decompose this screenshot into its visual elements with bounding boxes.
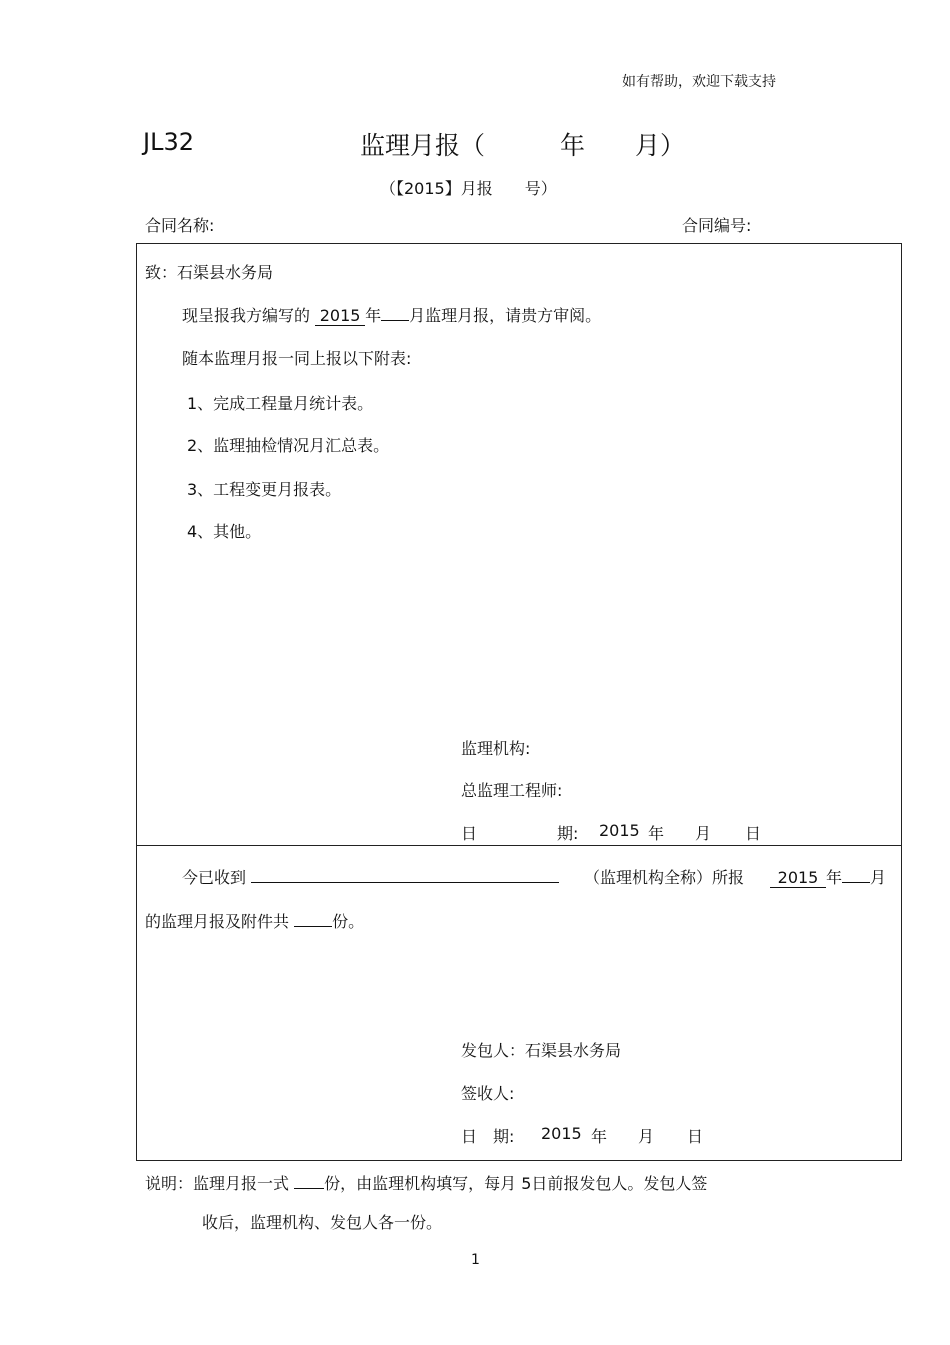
received-prefix: 今已收到: [182, 868, 247, 887]
supervision-org-label: 监理机构:: [461, 739, 531, 758]
received-org-blank: [251, 882, 559, 883]
note-day: 5: [521, 1174, 532, 1193]
recipient: 致：石渠县水务局: [145, 263, 274, 282]
chief-engineer-label: 总监理工程师:: [461, 781, 563, 800]
intro-year-unit: 年: [365, 306, 382, 325]
date-day-unit: 日: [745, 824, 762, 843]
intro-year: 2015: [315, 307, 365, 326]
receipt-date-month-unit: 月: [638, 1127, 655, 1146]
received-date: [770, 865, 886, 888]
list-item: 3、工程变更月报表。: [187, 480, 342, 499]
receipt-date-label: 日 期:: [461, 1127, 515, 1146]
issuer-label: 发包人：石渠县水务局: [461, 1041, 622, 1060]
page-number: 1: [471, 1252, 480, 1268]
note-prefix: 说明：监理月报一式: [145, 1174, 290, 1193]
received-month-blank: [842, 882, 870, 883]
signer-label: 签收人:: [461, 1084, 515, 1103]
copies-blank: [294, 926, 332, 927]
note-middle: 份，由监理机构填写，每月: [324, 1174, 517, 1193]
received-line: [182, 865, 559, 888]
receipt-section: [136, 845, 902, 1161]
receipt-date-day-unit: 日: [687, 1127, 704, 1146]
note-suffix: 日前报发包人。发包人签: [531, 1174, 708, 1193]
copies-unit: 份。: [332, 912, 365, 931]
list-item: 1、完成工程量月统计表。: [187, 394, 374, 413]
attachments-line: [145, 909, 364, 932]
footer-note-line1: [145, 1171, 707, 1194]
intro-suffix: 月监理月报，请贵方审阅。: [409, 306, 602, 325]
doc-code: JL32: [143, 128, 194, 156]
receipt-date-year-unit: 年: [591, 1127, 608, 1146]
received-month-unit: 月: [870, 868, 887, 887]
contract-name-label: 合同名称:: [145, 216, 215, 235]
date-year: 2015: [599, 821, 640, 840]
attach-intro: 随本监理月报一同上报以下附表:: [182, 349, 412, 368]
received-year-unit: 年: [826, 868, 843, 887]
intro-month-blank: [381, 320, 409, 321]
list-item: 4、其他。: [187, 522, 262, 541]
note-copies-blank: [294, 1188, 324, 1189]
contract-no-label: 合同编号:: [682, 216, 752, 235]
date-label-day: 日: [461, 824, 478, 843]
page-title: 监理月报（ 年 月）: [360, 131, 686, 160]
intro-line: [182, 303, 601, 326]
footer-note-line2: 收后，监理机构、发包人各一份。: [202, 1213, 443, 1232]
received-mid: （监理机构全称）所报: [584, 868, 745, 887]
date-year-unit: 年: [648, 824, 665, 843]
header-note: 如有帮助，欢迎下载支持: [622, 74, 776, 90]
date-month-unit: 月: [695, 824, 712, 843]
list-item: 2、监理抽检情况月汇总表。: [187, 436, 390, 455]
doc-subtitle: （【2015】月报 号）: [380, 179, 557, 198]
attachments-prefix: 的监理月报及附件共: [145, 912, 290, 931]
intro-prefix: 现呈报我方编写的: [182, 306, 311, 325]
receipt-date-year: 2015: [541, 1124, 582, 1143]
received-year: 2015: [770, 869, 826, 888]
date-label-period: 期:: [557, 824, 579, 843]
